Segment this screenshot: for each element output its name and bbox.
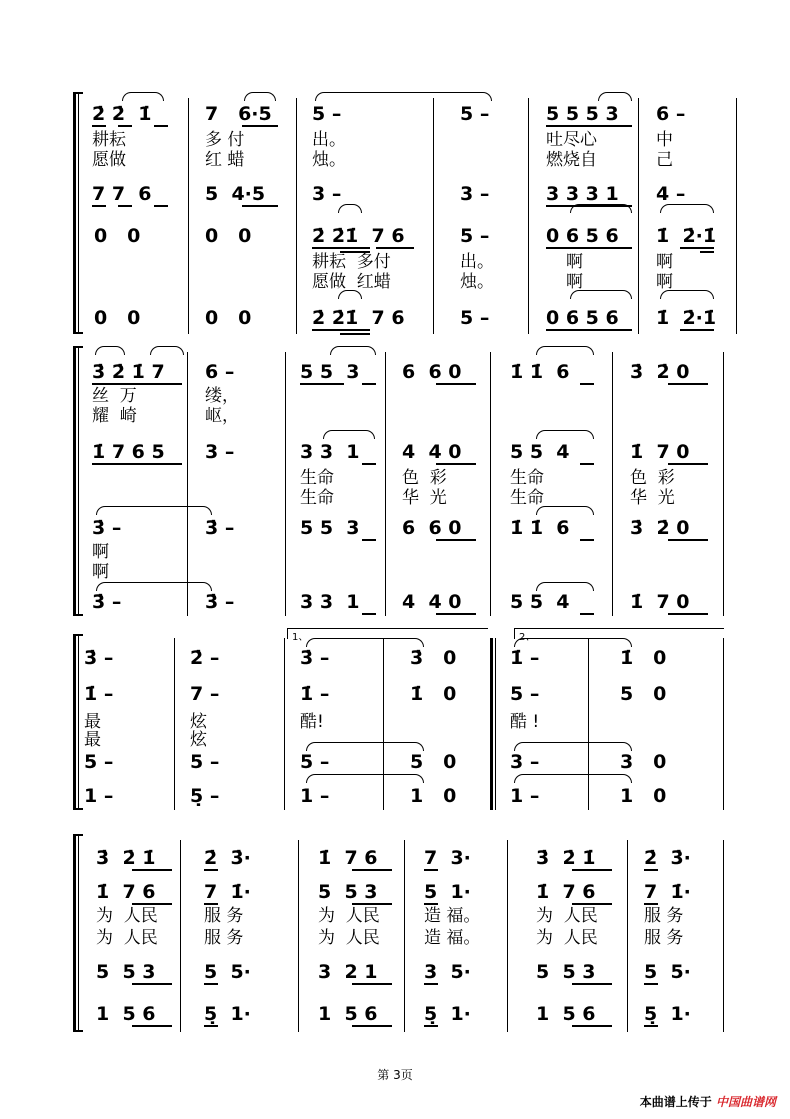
note-group: 7 6·5	[205, 103, 272, 125]
note-group: 5̣ –	[190, 785, 220, 807]
lyric-line: 服 务	[204, 906, 244, 926]
note-group: 7 7 6	[92, 183, 152, 205]
note-group: 5 –	[510, 683, 540, 705]
note-group: 6 6 0	[402, 517, 462, 539]
lyric-line: 耕耘 多付	[312, 252, 391, 272]
lyric-line: 啊	[566, 272, 583, 292]
note-group: 5 5 4	[510, 591, 570, 613]
system-brace	[73, 634, 80, 810]
note-group: 1̇ 7 6	[536, 881, 596, 903]
site-logo: 中国曲谱网	[715, 1095, 776, 1109]
lyric-line: 啊	[92, 562, 109, 582]
lyric-line: 啊	[92, 542, 109, 562]
note-group: 5 5·	[644, 961, 691, 983]
lyric-line: 服 务	[204, 928, 244, 948]
lyric-line: 色 彩	[630, 468, 675, 488]
note-group: 1̇ 7 6	[96, 881, 156, 903]
note-group: 3 0	[620, 751, 667, 773]
note-group: 2̇ 2̇ 1̇	[92, 103, 152, 125]
note-group: 6 6 0	[402, 361, 462, 383]
note-group: 5 –	[460, 103, 490, 125]
note-group: 1 –	[300, 785, 330, 807]
note-group: 3̇ 2̇ 0	[630, 361, 690, 383]
note-group: 5 5 3	[96, 961, 156, 983]
lyric-line: 多 付	[205, 130, 245, 150]
page-number: 第 3页	[377, 1068, 413, 1082]
system-4	[0, 834, 790, 1034]
note-group: 1 5 6	[96, 1003, 156, 1025]
lyric-line: 生命	[510, 488, 544, 508]
note-group: 5 5 5 3	[546, 103, 619, 125]
note-group: 5 5·	[204, 961, 251, 983]
system-2	[0, 346, 790, 618]
note-group: 1̇ 1̇ 6	[510, 517, 570, 539]
note-group: 1 –	[510, 785, 540, 807]
lyric-line: 为 人民	[96, 906, 158, 926]
note-group: 5 5 4	[510, 441, 570, 463]
note-group: 5 –	[460, 225, 490, 247]
lyric-line: 啊	[656, 252, 673, 272]
lyric-line: 炫	[190, 712, 207, 732]
note-group: 4 –	[656, 183, 686, 205]
note-group: 3̇ –	[205, 591, 235, 613]
note-group: 3̇ 2̇ 1̇	[96, 847, 156, 869]
system-1	[0, 92, 790, 338]
system-brace	[73, 92, 80, 334]
note-group: 6 –	[205, 361, 235, 383]
lyric-line: 烛。	[460, 272, 494, 292]
note-group: 5 4·5	[205, 183, 266, 205]
note-group: 1̇ 0	[410, 683, 457, 705]
note-group: 1̇ 2̇·1̇	[656, 225, 717, 247]
note-group: 1 5 6	[536, 1003, 596, 1025]
note-group: 3̇ 2̇ 1̇ 7	[92, 361, 165, 383]
note-group: 3 3 3 1	[546, 183, 619, 205]
lyric-line: 酷 !	[510, 712, 540, 732]
lyric-line: 为 人民	[536, 928, 598, 948]
note-group: 3̇ 2̇ 1̇	[536, 847, 596, 869]
lyric-line: 为 人民	[96, 928, 158, 948]
note-group: 3̇ 2̇ 0	[630, 517, 690, 539]
lyric-line: 出。	[460, 252, 494, 272]
lyric-line: 为 人民	[318, 906, 380, 926]
lyric-line: 己	[656, 150, 673, 170]
lyric-line: 最	[84, 730, 101, 750]
note-group: 1̇ –	[510, 647, 540, 669]
note-group: 1 0	[410, 785, 457, 807]
lyric-line: 燃烧自	[546, 150, 597, 170]
note-group: 3 –	[510, 751, 540, 773]
lyric-line: 为 人民	[536, 906, 598, 926]
note-group: 3̇ –	[84, 647, 114, 669]
volta-2: 2、	[514, 628, 724, 639]
note-group: 3̇ –	[300, 647, 330, 669]
system-3	[0, 628, 790, 814]
lyric-line: 烛。	[312, 150, 346, 170]
upload-credit	[640, 1093, 776, 1110]
note-group: 1 0	[620, 785, 667, 807]
lyric-line: 华 光	[402, 488, 447, 508]
note-group: 5 5 3	[300, 517, 360, 539]
note-group: 7 3·	[424, 847, 471, 869]
note-group: 2̇ 3̇·	[204, 847, 251, 869]
lyric-line: 生命	[510, 468, 544, 488]
lyric-line: 吐尽心	[546, 130, 597, 150]
note-group: 4 4 0	[402, 591, 462, 613]
note-group: 1̇ –	[84, 683, 114, 705]
note-group: 1̇ 7 0	[630, 591, 690, 613]
note-group: 2̇ 2̇1̇ 7 6	[312, 225, 405, 247]
lyric-line: 为 人民	[318, 928, 380, 948]
note-group: 3 –	[205, 441, 235, 463]
note-group: 2̇ –	[190, 647, 220, 669]
note-group: 0 6 5 6	[546, 225, 619, 247]
system-brace	[73, 834, 80, 1032]
note-group: 3̇ 0	[410, 647, 457, 669]
note-group: 3 –	[312, 183, 342, 205]
lyric-line: 酷!	[300, 712, 324, 732]
note-group: 1 –	[84, 785, 114, 807]
note-group: 5 –	[312, 103, 342, 125]
note-group: 5 –	[460, 307, 490, 329]
lyric-line: 丝 万	[92, 386, 137, 406]
note-group: 1̇ 7 0	[630, 441, 690, 463]
lyric-line: 红 蜡	[205, 150, 245, 170]
lyric-line: 服 务	[644, 928, 684, 948]
note-group: 2̇ 2̇1̇ 7 6	[312, 307, 405, 329]
note-group: 7 1̇·	[204, 881, 251, 903]
lyric-line: 出。	[312, 130, 346, 150]
note-group: 5 –	[190, 751, 220, 773]
note-group: 0 0	[205, 225, 252, 247]
note-group: 3 5·	[424, 961, 471, 983]
lyric-line: 炫	[190, 730, 207, 750]
volta-1: 1、	[287, 628, 488, 639]
lyric-line: 耕耘	[92, 130, 126, 150]
lyric-line: 啊	[656, 272, 673, 292]
note-group: 5 5 3	[536, 961, 596, 983]
lyric-line: 造 福。	[424, 928, 481, 948]
lyric-line: 岖，	[205, 406, 239, 426]
note-group: 0 0	[205, 307, 252, 329]
note-group: 1̇ 0	[620, 647, 667, 669]
note-group: 6 –	[656, 103, 686, 125]
note-group: 5̣ 1·	[424, 1003, 471, 1025]
lyric-line: 愿做 红蜡	[312, 272, 391, 292]
note-group: 1 5 6	[318, 1003, 378, 1025]
lyric-line: 造 福。	[424, 906, 481, 926]
note-group: 3̇ –	[92, 591, 122, 613]
lyric-line: 啊	[566, 252, 583, 272]
note-group: 5 5 3	[318, 881, 378, 903]
note-group: 5 –	[84, 751, 114, 773]
lyric-line: 愿做	[92, 150, 126, 170]
note-group: 5 0	[410, 751, 457, 773]
note-group: 2̇ 3̇·	[644, 847, 691, 869]
note-group: 5 5 3	[300, 361, 360, 383]
lyric-line: 色 彩	[402, 468, 447, 488]
note-group: 5̣ 1·	[204, 1003, 251, 1025]
note-group: 7 –	[190, 683, 220, 705]
note-group: 3̇ –	[205, 517, 235, 539]
note-group: 3 3 1	[300, 441, 360, 463]
system-brace	[73, 346, 80, 616]
lyric-line: 华 光	[630, 488, 675, 508]
note-group: 5 1·	[424, 881, 471, 903]
note-group: 1̇ 1̇ 6	[510, 361, 570, 383]
note-group: 3 3 1	[300, 591, 360, 613]
note-group: 3 2 1	[318, 961, 378, 983]
note-group: 1̇ 7 6	[318, 847, 378, 869]
note-group: 1̇ –	[300, 683, 330, 705]
credit-text: 本曲谱上传于	[639, 1095, 712, 1109]
note-group: 5̣ 1·	[644, 1003, 691, 1025]
note-group: 3 –	[460, 183, 490, 205]
note-group: 3̇ –	[92, 517, 122, 539]
note-group: 0 0	[94, 225, 141, 247]
note-group: 0 6 5 6	[546, 307, 619, 329]
lyric-line: 耀 崎	[92, 406, 137, 426]
lyric-line: 最	[84, 712, 101, 732]
lyric-line: 生命	[300, 468, 334, 488]
lyric-line: 缕，	[205, 386, 239, 406]
note-group: 7 1̇·	[644, 881, 691, 903]
note-group: 1̇ 7 6 5	[92, 441, 165, 463]
note-group: 0 0	[94, 307, 141, 329]
note-group: 4 4 0	[402, 441, 462, 463]
note-group: 1̇ 2̇·1̇	[656, 307, 717, 329]
lyric-line: 中	[656, 130, 673, 150]
note-group: 5 –	[300, 751, 330, 773]
note-group: 5 0	[620, 683, 667, 705]
lyric-line: 生命	[300, 488, 334, 508]
lyric-line: 服 务	[644, 906, 684, 926]
